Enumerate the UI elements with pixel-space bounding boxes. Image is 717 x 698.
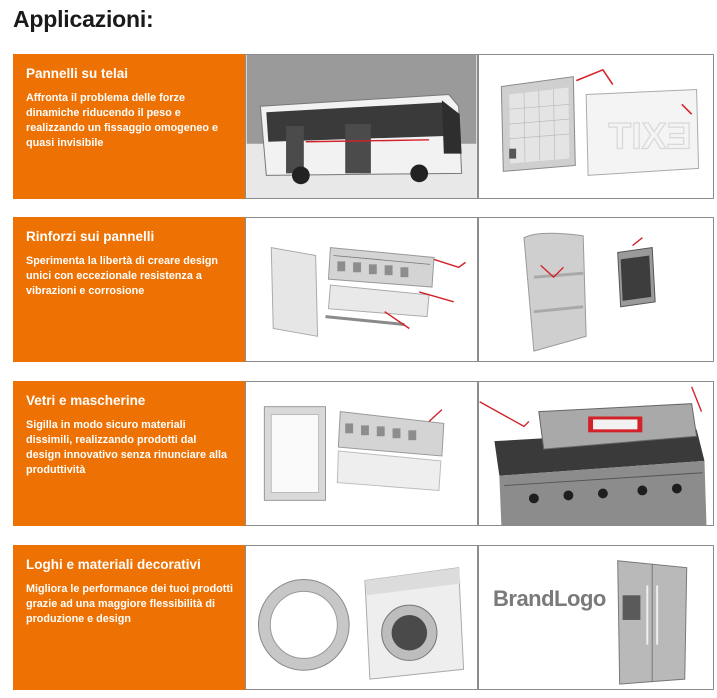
- brandlogo-fridge-image: [478, 545, 714, 690]
- brand-logo-text: BrandLogo: [493, 586, 606, 611]
- section-description: Affronta il problema delle forze dinamiche riducendo il peso e realizzando un fissaggio omogeneo e quasi invisibile: [26, 92, 218, 149]
- oven-image: [478, 381, 714, 526]
- bus-image: [245, 54, 478, 199]
- washing-machine-image: [245, 545, 478, 690]
- section-description: Sigilla in modo sicuro materiali dissimili, realizzando prodotti dal design innovativo senza rinunciare alla produttività: [26, 419, 228, 476]
- glass-frame-image: [245, 381, 478, 526]
- train-panel-image: [245, 217, 478, 362]
- section-description: Sperimenta la libertà di creare design unici con eccezionale resistenza a vibrazioni e corrosione: [26, 255, 219, 297]
- exit-sign-image: [478, 54, 714, 199]
- section-title: Rinforzi sui pannelli: [26, 229, 155, 244]
- section-rinforzi-sui-pannelli: [13, 217, 714, 362]
- section-vetri-e-mascherine: [13, 381, 714, 526]
- section-description: Migliora le performance dei tuoi prodotti grazie ad una maggiore flessibilità di produzione e design: [26, 583, 233, 625]
- svg-text:EXIT: EXIT: [608, 114, 692, 157]
- section-pannelli-su-telai: [13, 54, 714, 199]
- section-card: [13, 217, 245, 362]
- section-title: Vetri e mascherine: [26, 393, 146, 408]
- section-card: [13, 54, 245, 199]
- section-title: Loghi e materiali decorativi: [26, 557, 201, 572]
- section-card: [13, 545, 245, 690]
- section-title: Pannelli su telai: [26, 66, 129, 81]
- section-loghi-e-materiali-decorativi: [13, 545, 714, 690]
- page-title: Applicazioni:: [13, 6, 154, 32]
- section-card: [13, 381, 245, 526]
- appliance-panel-image: [478, 217, 714, 362]
